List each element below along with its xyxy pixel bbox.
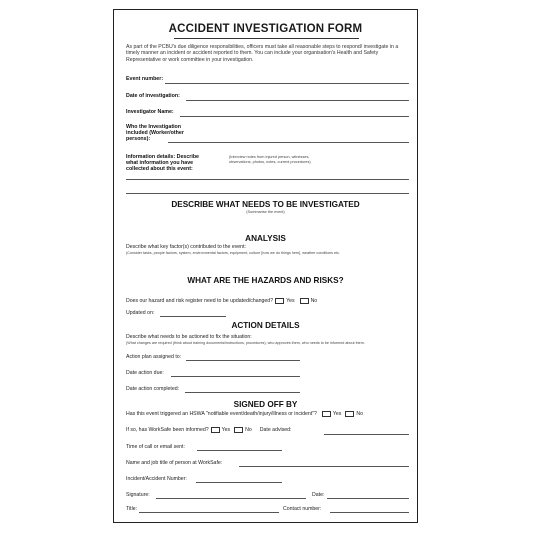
name-job-field[interactable]	[239, 466, 409, 467]
hazard-yes-checkbox[interactable]	[275, 298, 284, 304]
who-included-field[interactable]	[168, 142, 409, 143]
info-details-field-2[interactable]	[126, 193, 409, 194]
describe-sub: (Summarise the event)	[246, 210, 285, 214]
form-title: ACCIDENT INVESTIGATION FORM	[168, 23, 363, 35]
hswa-row	[126, 411, 363, 417]
worksafe-yes-checkbox[interactable]	[211, 427, 220, 433]
worksafe-no-label: No	[245, 427, 252, 433]
hswa-yes-checkbox[interactable]	[322, 411, 331, 417]
worksafe-no-checkbox[interactable]	[234, 427, 243, 433]
worksafe-question: If so, has WorkSafe been informed?	[126, 427, 209, 433]
date-of-investigation-label: Date of investigation:	[126, 93, 180, 99]
analysis-prompt: Describe what key factor(s) contributed to the event:	[126, 244, 246, 250]
who-included-label: Who the Investigation included (Worker/other persons):	[126, 124, 184, 143]
contact-field[interactable]	[330, 512, 409, 513]
info-details-label: Information details: Describe what information you have collected about this event:	[126, 154, 199, 173]
hswa-no-label: No	[356, 411, 364, 417]
hazard-register-row	[126, 298, 317, 304]
date-label: Date:	[312, 492, 325, 498]
completed-label: Date action completed:	[126, 386, 180, 392]
hazard-no-label: No	[310, 298, 318, 304]
form-sheet	[113, 9, 418, 523]
title-underline	[174, 38, 359, 39]
hswa-no-checkbox[interactable]	[345, 411, 354, 417]
intro-paragraph: As part of the PCBU's due diligence responsibilities, officers must take all reasonable steps to respond/ investigate in a timely manner an incident or accident reported to them. You can include your organisation's Health and Safety Representative or work committee in your investigation.	[126, 44, 399, 63]
event-number-field[interactable]	[165, 83, 409, 84]
hazards-heading: WHAT ARE THE HAZARDS AND RISKS?	[187, 276, 344, 285]
date-of-investigation-field[interactable]	[186, 100, 409, 101]
updated-on-label: Updated on:	[126, 310, 155, 316]
investigator-name-field[interactable]	[180, 116, 409, 117]
time-call-label: Time of call or email sent:	[126, 444, 185, 450]
signed-heading: SIGNED OFF BY	[233, 400, 298, 409]
action-prompt: Describe what needs to be actioned to fix the situation:	[126, 334, 252, 340]
assigned-field[interactable]	[186, 360, 300, 361]
date-field[interactable]	[327, 498, 409, 499]
time-call-field[interactable]	[197, 450, 282, 451]
hswa-yes-label: Yes	[332, 411, 342, 417]
action-heading: ACTION DETAILS	[231, 321, 300, 330]
info-details-note: (Interview notes from injured person, witnesses, observations, photos, notes, current procedures)	[229, 155, 311, 164]
action-note: (What changes are required (think about training documents/instructions, procedures), who approves them, who needs to be informed about them.	[126, 341, 365, 345]
info-details-field-1[interactable]	[126, 179, 409, 180]
worksafe-yes-label: Yes	[221, 427, 231, 433]
date-advised-label: Date advised:	[259, 427, 292, 433]
incident-number-field[interactable]	[196, 482, 282, 483]
investigator-name-label: Investigator Name:	[126, 109, 174, 115]
hazard-no-checkbox[interactable]	[300, 298, 309, 304]
assigned-label: Action plan assigned to:	[126, 354, 182, 360]
hswa-question: Has this event triggered an HSWA "notifiable event/death/injury/illness or incident"?	[126, 411, 317, 417]
updated-on-field[interactable]	[160, 316, 226, 317]
analysis-note: (Consider tasks, people factors, system, environmental factors, equipment, culture [how we do things here], weather conditions etc.	[126, 251, 340, 255]
analysis-heading: ANALYSIS	[245, 234, 286, 243]
date-advised-field[interactable]	[324, 434, 409, 435]
event-number-label: Event number:	[126, 76, 164, 82]
worksafe-row	[126, 427, 292, 433]
describe-heading: DESCRIBE WHAT NEEDS TO BE INVESTIGATED	[171, 200, 360, 209]
title-label: Title:	[126, 506, 138, 512]
name-job-label: Name and job title of person at WorkSafe:	[126, 460, 223, 466]
signature-field[interactable]	[156, 498, 306, 499]
hazard-yes-label: Yes	[286, 298, 295, 304]
signature-label: Signature:	[126, 492, 150, 498]
due-label: Date action due:	[126, 370, 164, 376]
title-field[interactable]	[139, 512, 279, 513]
completed-field[interactable]	[185, 392, 300, 393]
due-field[interactable]	[171, 376, 300, 377]
incident-number-label: Incident/Accident Number:	[126, 476, 187, 482]
contact-label: Contact number:	[283, 506, 322, 512]
hazard-register-question: Does our hazard and risk register need to be updated/changed?	[126, 298, 274, 304]
